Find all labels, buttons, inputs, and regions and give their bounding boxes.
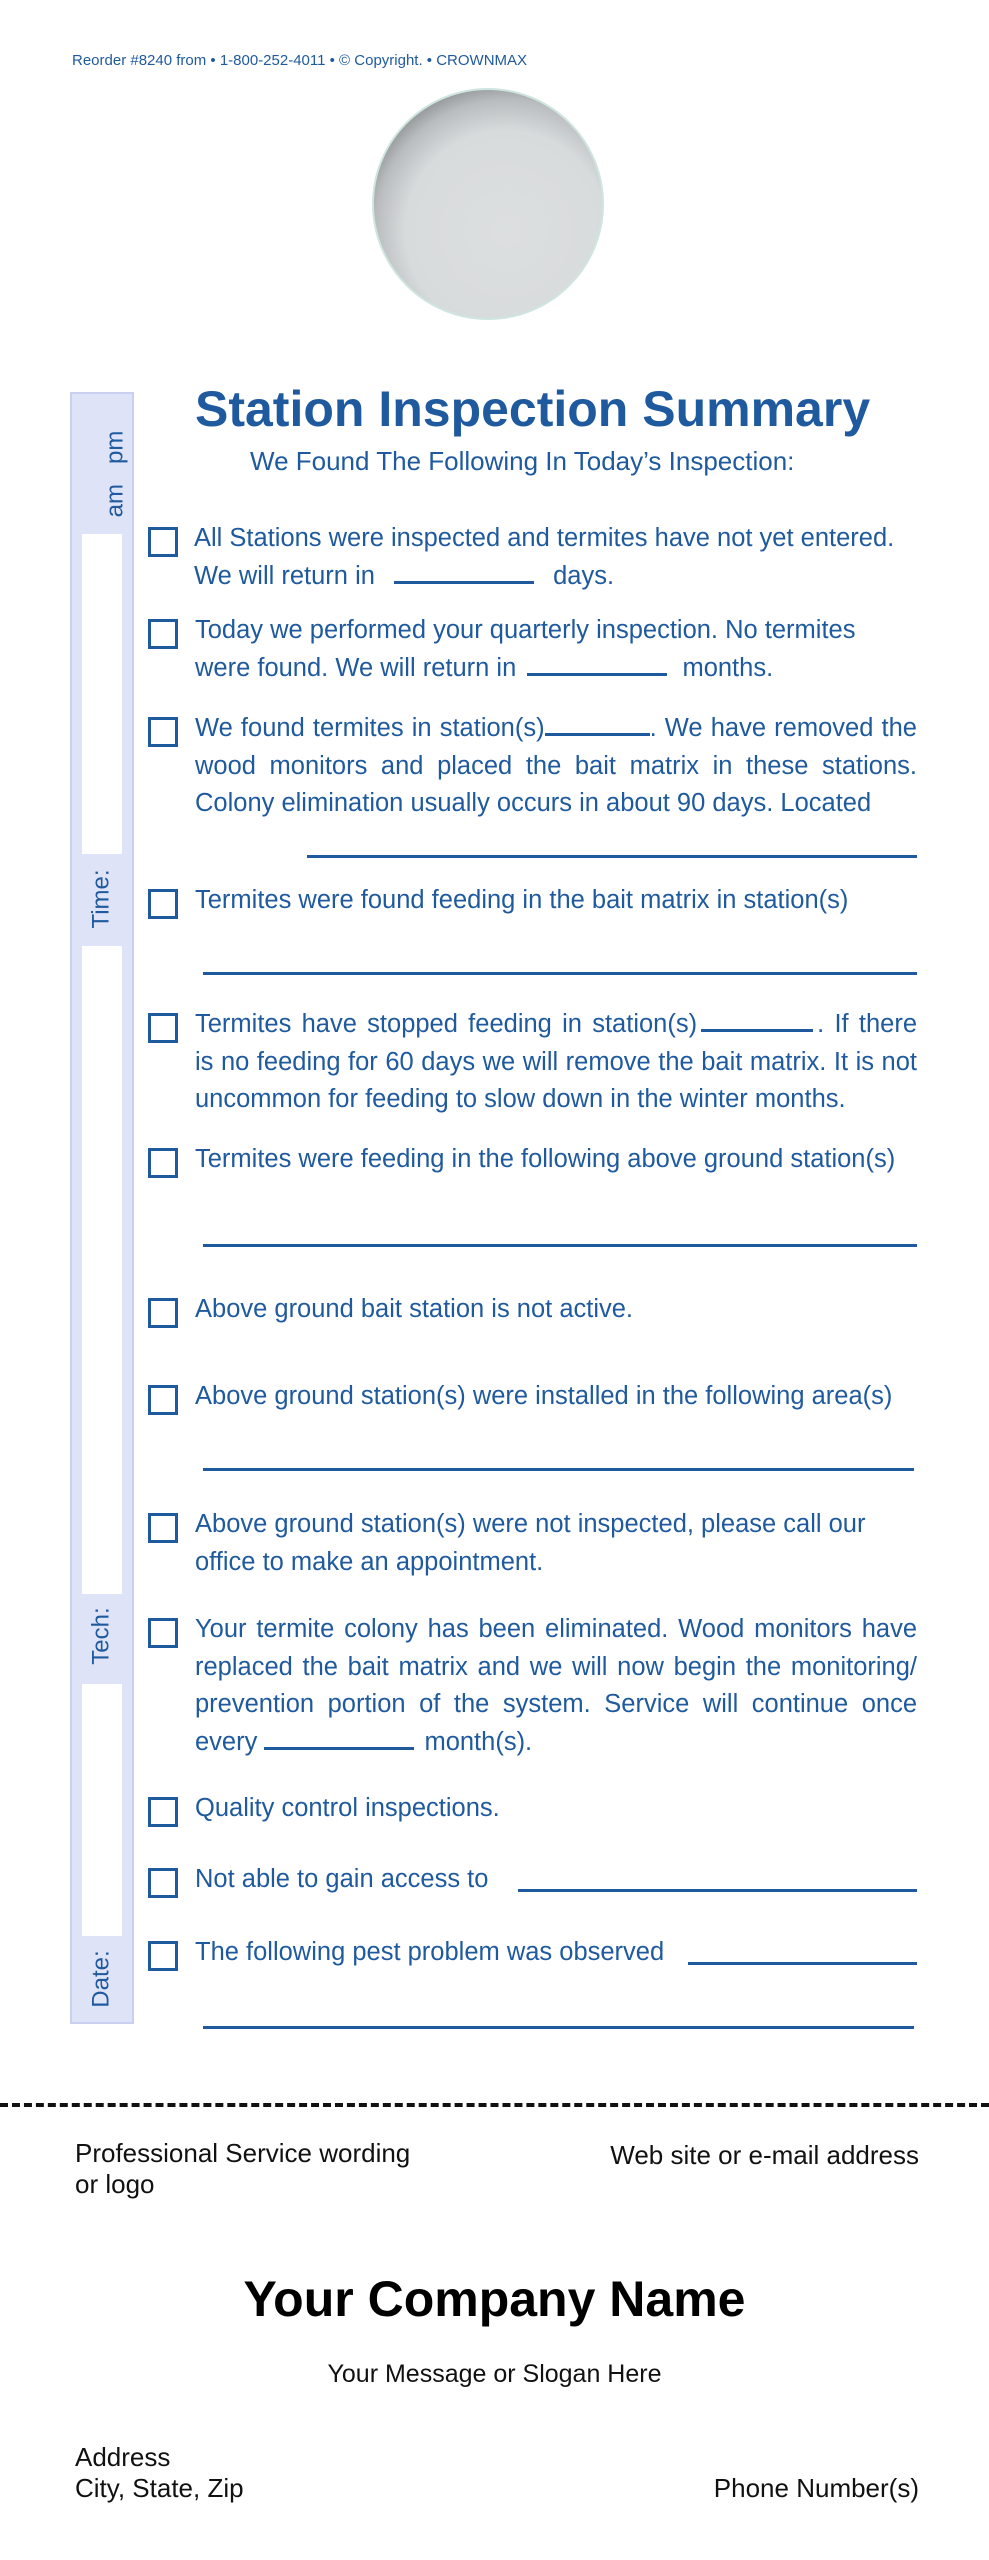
located-blank[interactable] (307, 855, 917, 858)
above-ground-station-blank[interactable] (203, 1244, 917, 1247)
item-text: Today we performed your quarterly inspection. No termites (195, 616, 856, 644)
item-text: month(s). (424, 1727, 533, 1756)
item-text: Your termite colony has been eliminated. Wood monitors have replaced the bait matrix and we will now begin the monitoring/ prevention portion of the system. Service will continue once every (195, 1615, 917, 1756)
item-quarterly (195, 612, 917, 687)
item-text: Termites have stopped feeding in station(s) (195, 1010, 698, 1038)
checkbox-not-inspected[interactable] (148, 1513, 178, 1543)
company-name: Your Company Name (243, 2271, 746, 2327)
item-text: Located (780, 789, 872, 817)
website-email: Web site or e-mail address (610, 2140, 919, 2170)
checkbox-quarterly[interactable] (148, 619, 178, 649)
time-label: Time: (87, 869, 115, 929)
item-text: All Stations were inspected and termites have not yet entered. (194, 524, 895, 552)
return-days-blank[interactable] (394, 580, 534, 584)
item-text: were found. We will return in (195, 653, 517, 682)
ampm-field[interactable] (82, 534, 122, 854)
checkbox-colony-eliminated[interactable] (148, 1618, 178, 1648)
reorder-info: Reorder #8240 from • 1-800-252-4011 • © Copyright. • CROWNMAX (72, 52, 528, 69)
checkbox-termites-found[interactable] (148, 717, 178, 747)
item-no-access: Not able to gain access to (195, 1865, 489, 1893)
installed-area-blank[interactable] (203, 1468, 914, 1471)
item-feeding-bait: Termites were found feeding in the bait matrix in station(s) (195, 886, 849, 914)
station-blank[interactable] (545, 732, 650, 736)
date-label: Date: (88, 1950, 115, 2008)
pest-problem-blank[interactable] (688, 1962, 917, 1965)
checkbox-not-active[interactable] (148, 1298, 178, 1328)
item-termites-found (195, 710, 917, 823)
item-pest-problem: The following pest problem was observed (195, 1938, 665, 1966)
time-field[interactable] (82, 946, 122, 1594)
company-phone: Phone Number(s) (713, 2473, 919, 2503)
checkbox-installed[interactable] (148, 1385, 178, 1415)
item-text: . If there is no feeding for 60 days we will remove the bait matrix. It is not uncommon for feeding to slow down in the winter months. (195, 1010, 918, 1113)
item-not-active: Above ground bait station is not active. (195, 1295, 634, 1323)
item-text: days. (553, 561, 615, 590)
door-hanger-hole (372, 88, 604, 320)
no-access-blank[interactable] (518, 1889, 917, 1892)
item-text: months. (682, 653, 774, 682)
item-stopped-feeding (195, 1006, 917, 1119)
item-text: We found termites in station(s) (195, 714, 545, 742)
company-slogan: Your Message or Slogan Here (327, 2360, 662, 2388)
checkbox-quality-control[interactable] (148, 1797, 178, 1827)
tech-label: Tech: (88, 1607, 115, 1665)
return-months-blank[interactable] (527, 672, 667, 676)
item-text: We will return in (194, 561, 375, 590)
item-installed: Above ground station(s) were installed in the following area(s) (195, 1382, 893, 1410)
feeding-station-blank[interactable] (203, 972, 917, 975)
pest-problem-blank-2[interactable] (203, 2026, 914, 2029)
checkbox-stopped-feeding[interactable] (148, 1013, 178, 1043)
service-wording: Professional Service wording or logo (75, 2138, 411, 2199)
checkbox-pest-problem[interactable] (148, 1941, 178, 1971)
sidebar-fields (70, 392, 134, 2024)
service-interval-blank[interactable] (264, 1746, 414, 1750)
perforation-line (0, 2103, 989, 2107)
form-title: Station Inspection Summary (195, 381, 871, 437)
item-text: . We have removed the wood monitors and placed the bait matrix in these stations. Colony elimination usually occurs in about 90 days. (195, 714, 917, 817)
checkbox-not-yet-entered[interactable] (148, 527, 178, 557)
checkbox-no-access[interactable] (148, 1868, 178, 1898)
checkbox-feeding-bait[interactable] (148, 889, 178, 919)
item-not-yet-entered (194, 520, 916, 595)
form-subtitle: We Found The Following In Today’s Inspection: (250, 446, 795, 476)
tech-field[interactable] (82, 1684, 122, 1936)
item-colony-eliminated (195, 1611, 917, 1761)
company-address: Address City, State, Zip (75, 2442, 244, 2503)
item-quality-control: Quality control inspections. (195, 1794, 500, 1822)
ampm-label: am pm (101, 430, 129, 518)
item-above-ground-feeding: Termites were feeding in the following above ground station(s) (195, 1145, 896, 1173)
stopped-station-blank[interactable] (701, 1028, 813, 1032)
checkbox-above-ground-feeding[interactable] (148, 1148, 178, 1178)
item-not-inspected: Above ground station(s) were not inspected, please call our office to make an appointment. (195, 1510, 866, 1576)
